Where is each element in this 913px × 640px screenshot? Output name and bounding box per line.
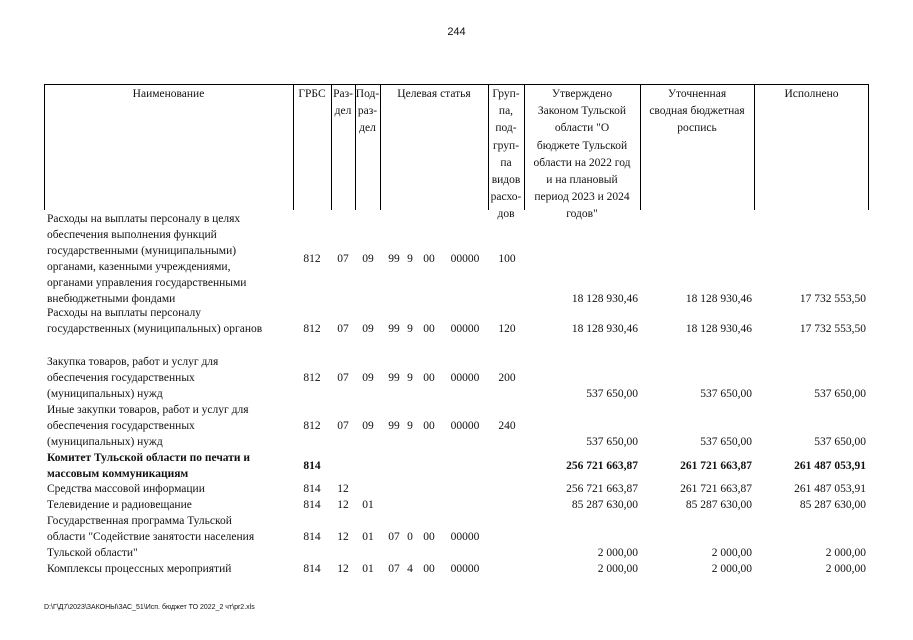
row-refined: 2 000,00: [711, 563, 752, 575]
row-cs-direction: 00: [423, 531, 435, 543]
row-razdel: 12: [337, 483, 349, 495]
row-refined: 2 000,00: [711, 547, 752, 559]
row-approved: 18 128 930,46: [571, 323, 638, 335]
row-executed: 537 650,00: [814, 388, 866, 400]
header-grbs: ГРБС: [298, 88, 326, 100]
header-target: Целевая статья: [397, 88, 471, 100]
row-cs-program: 07: [388, 563, 400, 575]
header-name: Наименование: [132, 88, 205, 100]
row-name: Иные закупки товаров, работ и услуг для обеспечения государственных (муниципальных) нужд: [47, 404, 249, 448]
header-refined: Уточненная сводная бюджетная роспись: [649, 88, 745, 135]
row-grbs: 812: [303, 323, 321, 335]
row-grbs: 812: [303, 253, 321, 265]
row-cs-program: 07: [388, 531, 400, 543]
row-razdel: 07: [337, 420, 349, 432]
row-vr: 120: [498, 323, 516, 335]
row-cs-direction: 00: [423, 253, 435, 265]
header-razdel: Раз- дел: [333, 88, 353, 118]
row-podrazdel: 01: [362, 499, 374, 511]
header-group: Груп- па, под- груп- па видов расхо- дов: [490, 88, 522, 221]
row-cs-direction: 00: [423, 563, 435, 575]
row-podrazdel: 01: [362, 563, 374, 575]
file-path: D:\Г\Д7\2023\ЗАКОНЫ\ЗАС_51\Исп. бюджет ТО 2022_2 чт\pr2.xls: [44, 604, 255, 611]
row-cs-program: 99: [388, 372, 400, 384]
row-cs-subprogram: 9: [407, 372, 413, 384]
row-cs-program: 99: [388, 323, 400, 335]
row-vr: 100: [498, 253, 516, 265]
row-refined: 18 128 930,46: [685, 323, 752, 335]
row-refined: 537 650,00: [700, 436, 752, 448]
row-cs-program: 99: [388, 253, 400, 265]
row-grbs: 814: [303, 460, 321, 472]
row-cs-direction: 00: [423, 420, 435, 432]
row-refined: 537 650,00: [700, 388, 752, 400]
row-executed: 2 000,00: [825, 563, 866, 575]
row-razdel: 07: [337, 372, 349, 384]
row-executed: 17 732 553,50: [799, 293, 866, 305]
row-refined: 85 287 630,00: [685, 499, 752, 511]
row-approved: 85 287 630,00: [571, 499, 638, 511]
row-name: Комплексы процессных мероприятий: [47, 563, 232, 575]
row-approved: 537 650,00: [586, 388, 638, 400]
row-razdel: 12: [337, 499, 349, 511]
row-grbs: 814: [303, 483, 321, 495]
row-podrazdel: 09: [362, 420, 374, 432]
row-vr: 240: [498, 420, 516, 432]
row-cs-subprogram: 0: [407, 531, 413, 543]
row-cs-code: 00000: [450, 531, 480, 543]
row-podrazdel: 09: [362, 323, 374, 335]
row-razdel: 12: [337, 531, 349, 543]
row-podrazdel: 09: [362, 253, 374, 265]
row-executed: 17 732 553,50: [799, 323, 866, 335]
row-grbs: 812: [303, 420, 321, 432]
row-name: Государственная программа Тульской области "Содействие занятости населения Тульской области": [47, 515, 255, 559]
row-razdel: 07: [337, 323, 349, 335]
row-name: Расходы на выплаты персоналу в целях обеспечения выполнения функций государственными (муниципальными) органами, казенными учреждениями, органами управления государственными внебюджетными фондами: [47, 213, 247, 305]
row-cs-code: 00000: [450, 253, 480, 265]
row-cs-subprogram: 9: [407, 323, 413, 335]
row-cs-code: 00000: [450, 372, 480, 384]
row-approved: 2 000,00: [597, 563, 638, 575]
row-executed: 2 000,00: [825, 547, 866, 559]
row-approved: 256 721 663,87: [566, 483, 638, 495]
row-cs-direction: 00: [423, 323, 435, 335]
row-executed: 261 487 053,91: [794, 460, 866, 472]
page-number: 244: [447, 26, 466, 38]
row-cs-subprogram: 9: [407, 420, 413, 432]
row-razdel: 07: [337, 253, 349, 265]
row-executed: 537 650,00: [814, 436, 866, 448]
row-grbs: 812: [303, 372, 321, 384]
row-vr: 200: [498, 372, 516, 384]
row-refined: 18 128 930,46: [685, 293, 752, 305]
row-podrazdel: 09: [362, 372, 374, 384]
row-grbs: 814: [303, 563, 321, 575]
header-executed: Исполнено: [784, 88, 839, 100]
row-executed: 85 287 630,00: [799, 499, 866, 511]
row-name: Комитет Тульской области по печати и массовым коммуникациям: [47, 452, 251, 480]
row-approved: 18 128 930,46: [571, 293, 638, 305]
row-executed: 261 487 053,91: [794, 483, 866, 495]
row-refined: 261 721 663,87: [680, 460, 752, 472]
row-name: Расходы на выплаты персоналу государственных (муниципальных) органов: [47, 307, 263, 335]
row-name: Телевидение и радиовещание: [47, 499, 192, 511]
row-approved: 256 721 663,87: [566, 460, 638, 472]
row-cs-subprogram: 9: [407, 253, 413, 265]
row-grbs: 814: [303, 499, 321, 511]
row-refined: 261 721 663,87: [680, 483, 752, 495]
row-cs-subprogram: 4: [407, 563, 413, 575]
header-podrazdel: Под- раз- дел: [355, 88, 380, 135]
row-cs-code: 00000: [450, 323, 480, 335]
row-razdel: 12: [337, 563, 349, 575]
row-approved: 537 650,00: [586, 436, 638, 448]
row-name: Средства массовой информации: [47, 483, 205, 495]
row-cs-direction: 00: [423, 372, 435, 384]
row-cs-program: 99: [388, 420, 400, 432]
row-cs-code: 00000: [450, 420, 480, 432]
header-approved: Утверждено Законом Тульской области "О бюджете Тульской области на 2022 год и на плановый период 2023 и 2024 годов": [533, 88, 631, 221]
row-name: Закупка товаров, работ и услуг для обеспечения государственных (муниципальных) нужд: [47, 356, 219, 400]
row-cs-code: 00000: [450, 563, 480, 575]
row-approved: 2 000,00: [597, 547, 638, 559]
row-podrazdel: 01: [362, 531, 374, 543]
row-grbs: 814: [303, 531, 321, 543]
